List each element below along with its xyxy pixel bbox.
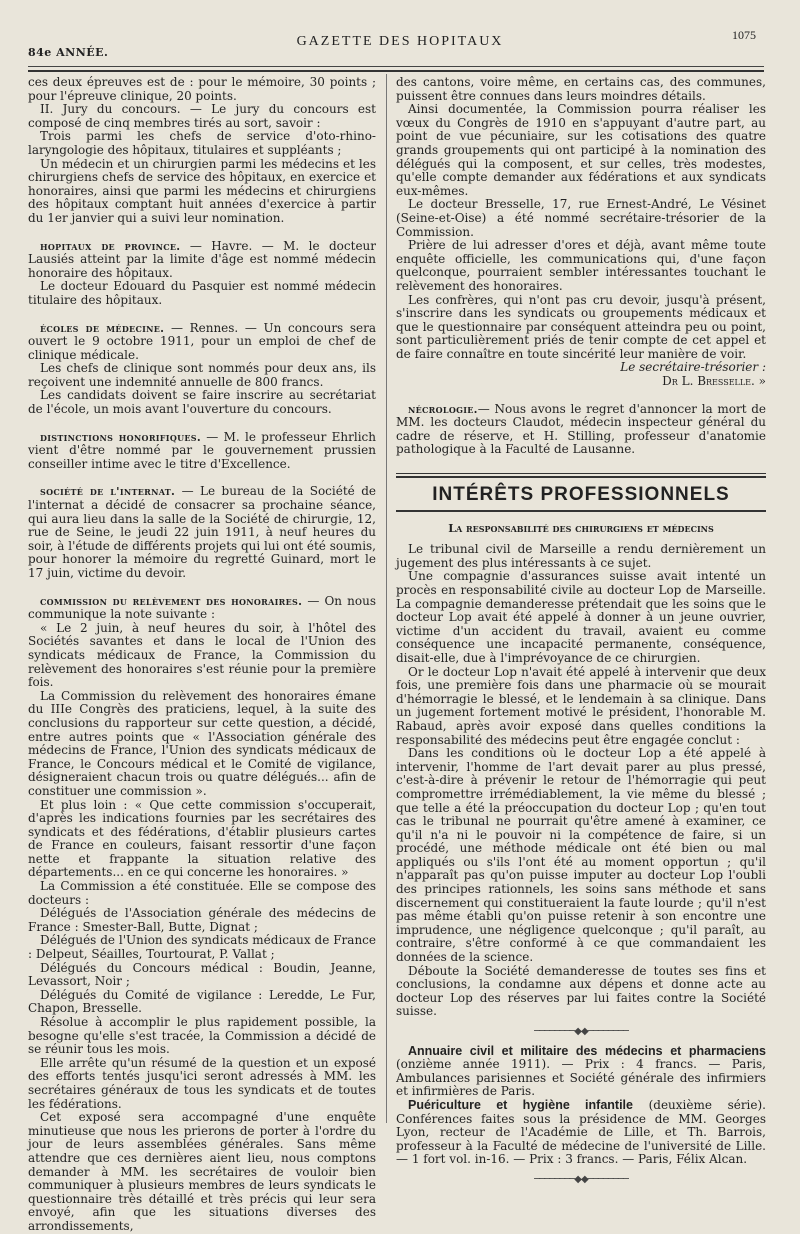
paragraph: Le tribunal civil de Marseille a rendu dernièrement un jugement des plus intéressants à ce sujet. <box>396 542 766 570</box>
paragraph: Trois parmi les chefs de service d'oto-rhino-laryngologie des hôpitaux, titulaires et suppléants ; <box>28 129 376 157</box>
book-notice: Annuaire civil et militaire des médecins et pharmaciens (onzième année 1911). — Prix : 4 francs. — Paris, Ambulances parisiennes et Société générale des infirmiers et infirmières de Paris. <box>396 1043 766 1099</box>
news-item: société de l'internat. — Le bureau de la Société de l'internat a décidé de consacrer sa prochaine séance, qui aura lieu dans la salle de la Société de chirurgie, 12, rue de Seine, le jeudi 22 juin 1911, à neuf heures du soir, à l'étude de différents projets qui lui ont été soumis, pour honorer la mémoire du regretté Guinard, mort le 17 juin, victime du devoir. <box>28 484 376 580</box>
section-heading: société de l'internat. <box>40 485 176 499</box>
paragraph: Or le docteur Lop n'avait été appelé à intervenir que deux fois, une première fois dans une pharmacie où se mourait d'hémorragie le blessé, et le lendemain à sa clinique. Dans un jugement fortement motivé le président, l'honorable M. Rabaud, après avoir exposé dans quelles conditions la responsabilité des médecins peut être engagée conclut : <box>396 664 766 747</box>
page-number: 1075 <box>732 28 756 42</box>
paragraph: Les chefs de clinique sont nommés pour deux ans, ils reçoivent une indemnité annuelle de 800 francs. <box>28 361 376 389</box>
ornament-divider: ────────◆◆──────── <box>534 1026 628 1037</box>
column-divider <box>386 74 387 1123</box>
right-column <box>396 76 766 1193</box>
book-title: Puériculture et hygiène infantile <box>408 1097 633 1112</box>
paragraph: ces deux épreuves est de : pour le mémoire, 30 points ; pour l'épreuve clinique, 20 points. <box>28 75 376 103</box>
paragraph: Résolue à accomplir le plus rapidement possible, la besogne qu'elle s'est tracée, la Commission a décidé de se réunir tous les mois. <box>28 1015 376 1057</box>
paragraph: Cet exposé sera accompagné d'une enquête minutieuse que nous les prierons de porter à l'ordre du jour de leurs assemblées générales. Sans même attendre que ces dernières aient lieu, nous comptons demander à MM. les secrétaires de vouloir bien communiquer à plusieurs membres de leurs syndicats le questionnaire très détaillé et très précis qui leur sera envoyé, afin que les situations diverses des arrondissements, <box>28 1110 376 1233</box>
news-item: commission du relèvement des honoraires. — On nous communique la note suivante : <box>28 593 376 622</box>
paragraph: des cantons, voire même, en certains cas, des communes, puissent être connues dans leurs moindres détails. <box>396 75 766 103</box>
news-item: écoles de médecine. — Rennes. — Un concours sera ouvert le 9 octobre 1911, pour un emploi de chef de clinique médicale. <box>28 320 376 362</box>
paragraph: La Commission du relèvement des honoraires émane du IIIe Congrès des praticiens, lequel, à la suite des conclusions du rapporteur sur cette question, a décidé, entre autres points que « l'Association générale des médecins de France, l'Union des syndicats médicaux de France, le Concours médical et le Comité de vigilance, désigneraient chacun trois ou quatre délégués... afin de constituer une commission ». <box>28 688 376 798</box>
left-column <box>28 76 376 1234</box>
paragraph: La Commission a été constituée. Elle se compose des docteurs : <box>28 879 376 907</box>
section-rule-thick <box>396 476 766 478</box>
news-item: nécrologie.— Nous avons le regret d'annoncer la mort de MM. les docteurs Claudot, médecin inspecteur général du cadre de réserve, et H. Stilling, professeur d'anatomie pathologique à la Faculté de Lausanne. <box>396 401 766 457</box>
newspaper-title: GAZETTE DES HOPITAUX <box>296 34 504 49</box>
paragraph: Prière de lui adresser d'ores et déjà, avant même toute enquête officielle, les communications qui, d'une façon quelconque, pourraient sembler intéressantes touchant le relèvement des honoraires. <box>396 238 766 293</box>
section-heading: hopitaux de province. <box>40 239 181 253</box>
paragraph: Dans les conditions où le docteur Lop a été appelé à intervenir, l'homme de l'art devait parer au plus pressé, c'est-à-dire à prévenir le retour de l'hémorragie qui peut compromettre irrémédiablement, la vie même du blessé ; que telle a été la préoccupation du docteur Lop ; qu'en tout cas le tribunal ne pourrait qu'être amené à examiner, ce qu'il n'a ni le pouvoir ni la compétence de faire, si un procédé, une méthode médicale ont été bien ou mal appliqués ou s'ils l'ont été au moment opportun ; qu'il n'apparaît pas qu'on puisse imputer au docteur Lop l'oubli des principes rationnels, les soins sans méthode et sans discernement qui constitueraient la faute lourde ; qu'il n'est pas même établi qu'on puisse retenir à son encontre une imprudence, une négligence quelconque ; qu'il paraît, au contraire, s'être conformé à ce que commandaient les données de la science. <box>396 746 766 965</box>
header-rule <box>28 66 764 67</box>
paragraph: Les candidats doivent se faire inscrire au secrétariat de l'école, un mois avant l'ouverture du concours. <box>28 388 376 417</box>
book-title: Annuaire civil et militaire des médecins et pharmaciens <box>408 1043 766 1058</box>
ornament-divider: ────────◆◆──────── <box>534 1173 628 1185</box>
paragraph: Ainsi documentée, la Commission pourra réaliser les vœux du Congrès de 1910 en s'appuyant d'autre part, au point de vue pécuniaire, sur les cotisations des quatre grands groupements qui ont participé à la nomination des délégués qui la composent, et sur celles, très modestes, qu'elle compte demander aux fédérations et aux syndicats eux-mêmes. <box>396 102 766 198</box>
paragraph: Elle arrête qu'un résumé de la question et un exposé des efforts tentés jusqu'ici seront adressés à MM. les secrétaires généraux de tous les syndicats et de toutes les fédérations. <box>28 1055 376 1111</box>
paragraph: Le docteur Edouard du Pasquier est nommé médecin titulaire des hôpitaux. <box>28 279 376 307</box>
header-rule-thick <box>28 70 764 72</box>
paragraph: Les confrères, qui n'ont pas cru devoir, jusqu'à présent, s'inscrire dans les syndicats ou groupements médicaux et que le questionnaire par conséquent atteindra peu ou point, sont particulièrement priés de tenir compte de cet appel et de faire connaître en toute sincérité leur manière de voir. <box>396 292 766 361</box>
article-title: La responsabilité des chirurgiens et médecins <box>448 521 714 535</box>
signature-role: Le secrétaire-trésorier : <box>620 360 766 375</box>
signature-name: Dr L. Bresselle. » <box>662 374 766 389</box>
section-heading: distinctions honorifiques. <box>40 430 201 444</box>
book-notice: Puériculture et hygiène infantile (deuxième série). Conférences faites sous la présidence de MM. Georges Lyon, recteur de l'Académie de Lille, et Th. Barrois, professeur à la Faculté de médecine de l'université de Lille. — 1 fort vol. in-16. — Prix : 3 francs. — Paris, Félix Alcan. <box>396 1097 766 1167</box>
news-item: distinctions honorifiques. — M. le professeur Ehrlich vient d'être nommé par le gouvernement prussien conseiller intime avec le titre d'Excellence. <box>28 429 376 471</box>
section-heading: commission du relèvement des honoraires. <box>40 594 303 608</box>
section-title: INTÉRÊTS PROFESSIONNELS <box>432 484 730 506</box>
paragraph: Délégués du Comité de vigilance : Leredde, Le Fur, Chapon, Bresselle. <box>28 987 376 1016</box>
paragraph: Le docteur Bresselle, 17, rue Ernest-André, Le Vésinet (Seine-et-Oise) a été nommé secrétaire-trésorier de la Commission. <box>396 197 766 239</box>
section-rule <box>396 473 766 474</box>
paragraph: Un médecin et un chirurgien parmi les médecins et les chirurgiens chefs de service des hôpitaux, en exercice et honoraires, ainsi que parmi les médecins et chirurgiens des hôpitaux comptant huit années d'exercice à partir du 1er janvier qui a suivi leur nomination. <box>28 156 376 225</box>
issue-year: 84e ANNÉE. <box>28 46 109 59</box>
paragraph: Une compagnie d'assurances suisse avait intenté un procès en responsabilité civile au docteur Lop de Marseille. La compagnie demanderesse prétendait que les soins que le docteur Lop avait été appelé à donner à un jeune ouvrier, victime d'un accident du travail, avaient eu comme conséquence une incapacité permanente, conséquence, disait-elle, due à l'imprévoyance de ce chirurgien. <box>396 569 766 665</box>
section-heading: nécrologie. <box>408 402 478 416</box>
paragraph: Délégués de l'Union des syndicats médicaux de France : Delpeut, Séailles, Tourtourat, P. Vallat ; <box>28 933 376 962</box>
paragraph: Déboute la Société demanderesse de toutes ses fins et conclusions, la condamne aux dépens et donne acte au docteur Lop des réserves par lui faites contre la Société suisse. <box>396 963 766 1019</box>
news-item: hopitaux de province. — Havre. — M. le docteur Lausiés atteint par la limite d'âge est nommé médecin honoraire des hôpitaux. <box>28 238 377 280</box>
paragraph: Et plus loin : « Que cette commission s'occuperait, d'après les indications fournies par les secrétaires des syndicats et des fédérations, d'établir plusieurs cartes de France en couleurs, faisant ressortir d'une façon nette et frappante la situation relative des départements... en ce qui concerne les honoraires. » <box>28 797 376 880</box>
paragraph: Délégués du Concours médical : Boudin, Jeanne, Levassort, Noir ; <box>28 960 376 989</box>
section-rule-thick <box>396 510 766 512</box>
paragraph: « Le 2 juin, à neuf heures du soir, à l'hôtel des Sociétés savantes et dans le local de l'Union des syndicats médicaux de France, la Commission du relèvement des honoraires s'est réunie pour la première fois. <box>28 620 376 690</box>
section-heading: écoles de médecine. <box>40 321 165 335</box>
paragraph: Délégués de l'Association générale des médecins de France : Smester-Ball, Butte, Dignat ; <box>28 906 376 934</box>
paragraph: II. Jury du concours. — Le jury du concours est composé de cinq membres tirés au sort, savoir : <box>28 102 376 130</box>
